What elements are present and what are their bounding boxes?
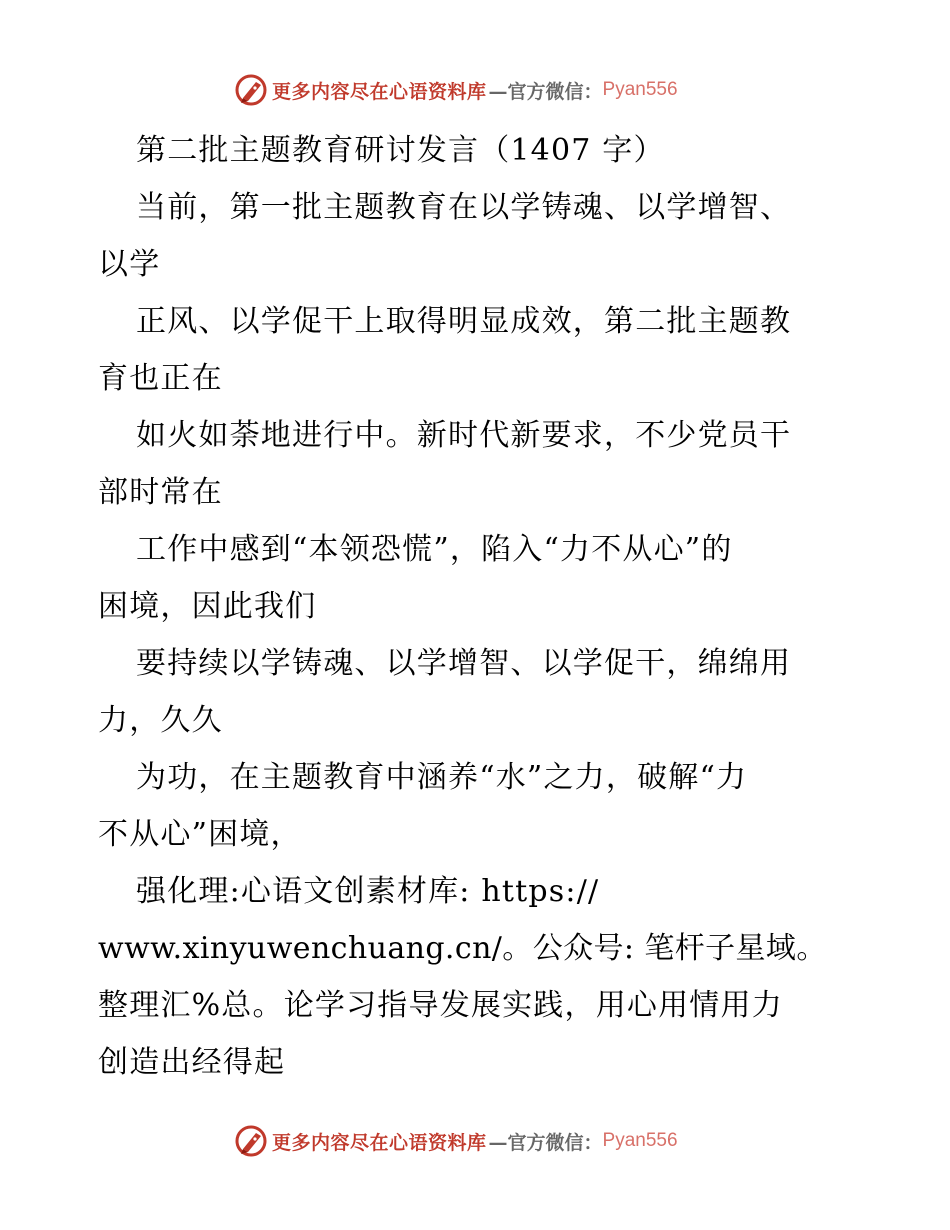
paragraph-line: 育也正在: [98, 361, 223, 396]
header-banner: [234, 73, 678, 107]
paragraph-line: 部时常在: [98, 475, 223, 510]
paragraph-line: 不从心”困境，: [98, 817, 302, 852]
banner-brand-text: 更多内容尽在心语资料库: [272, 1131, 487, 1154]
paragraph-line: 正风、以学促干上取得明显成效，第二批主题教: [136, 304, 792, 339]
paragraph-line: 要持续以学铸魂、以学增智、以学促干，绵绵用: [136, 646, 792, 681]
banner-official-text: —官方微信：: [488, 80, 603, 103]
paragraph-line: 强化理:心语文创素材库: https://: [136, 874, 600, 909]
paragraph-line: 以学: [98, 247, 161, 282]
paragraph-line: 整理汇%总。论学习指导发展实践，用心用情用力: [98, 988, 783, 1023]
banner-wechat-id: Pyan556: [602, 1130, 678, 1151]
banner-official-text: —官方微信：: [488, 1131, 603, 1154]
pen-nib-logo-icon: [234, 1124, 268, 1158]
pen-nib-logo-icon: [234, 73, 268, 107]
paragraph-line: 工作中感到“本领恐慌”，陷入“力不从心”的: [136, 532, 733, 567]
paragraph-line: 力，久久: [98, 703, 223, 738]
paragraph-line: 为功，在主题教育中涵养“水”之力，破解“力: [136, 760, 748, 795]
banner-brand-text: 更多内容尽在心语资料库: [272, 80, 487, 103]
document-body: [98, 122, 868, 1091]
document-title: 第二批主题教育研讨发言（1407 字）: [136, 133, 665, 168]
paragraph-line: 当前，第一批主题教育在以学铸魂、以学增智、: [136, 190, 792, 225]
paragraph-line: 如火如荼地进行中。新时代新要求，不少党员干: [136, 418, 792, 453]
paragraph-line-url: www.xinyuwenchuang.cn/。公众号: 笔杆子星域。: [98, 931, 827, 966]
paragraph-line: 创造出经得起: [98, 1045, 286, 1080]
paragraph-line: 困境，因此我们: [98, 589, 317, 624]
banner-wechat-id: Pyan556: [602, 79, 678, 100]
footer-banner: [234, 1124, 678, 1158]
